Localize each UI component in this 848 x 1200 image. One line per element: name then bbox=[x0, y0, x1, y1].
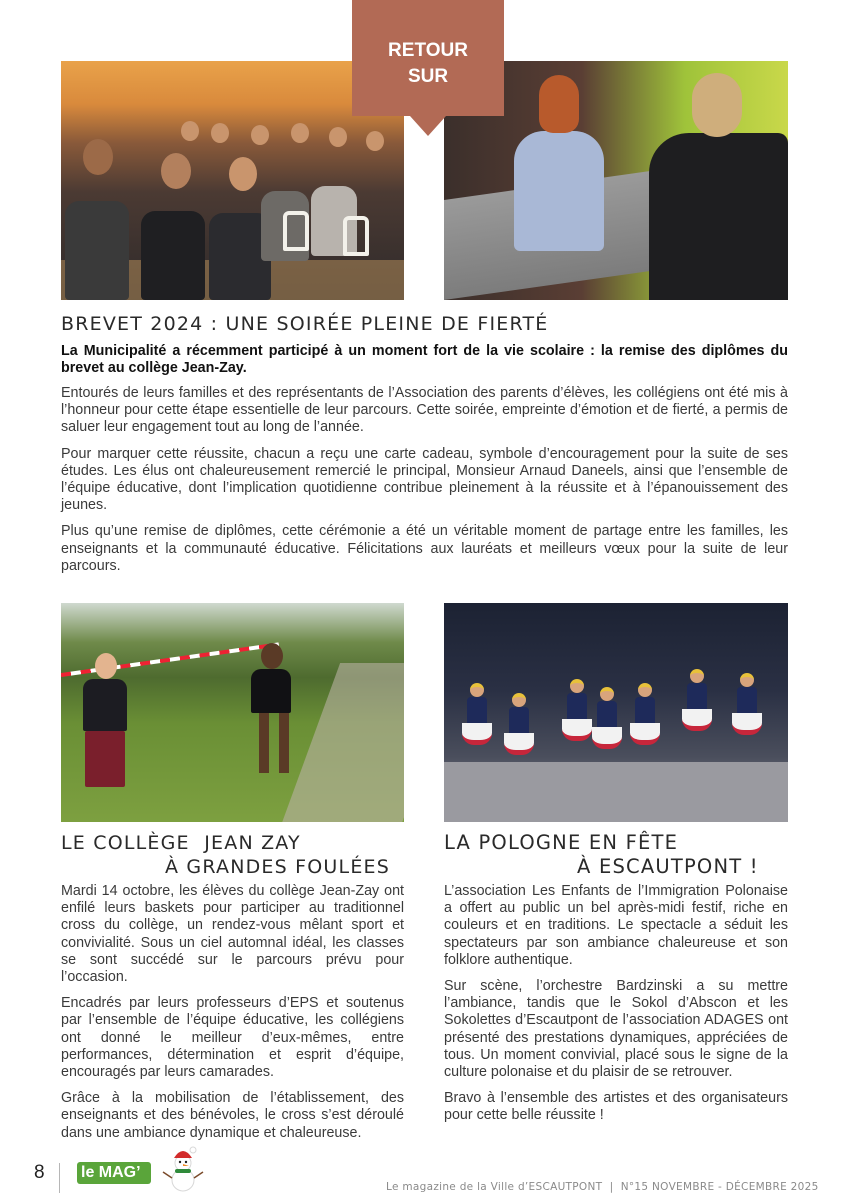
brevet-title: BREVET 2024 : UNE SOIRÉE PLEINE DE FIERTÉ bbox=[61, 313, 549, 335]
brevet-paragraph: Entourés de leurs familles et des représentants de l’Association des parents d’élèves, les collégiens ont été mis à l’honneur pour cette étape essentielle de leur parcours. Cette soirée, empreinte d’émotion et de fierté, a permis de saluer leur engagement tout au long de l’année. bbox=[61, 385, 788, 436]
tab-line-1: RETOUR bbox=[388, 40, 468, 61]
snowman-icon bbox=[160, 1144, 206, 1194]
college-title-line1: LE COLLÈGE JEAN ZAY bbox=[61, 832, 301, 854]
pologne-title bbox=[444, 831, 788, 879]
student-head bbox=[539, 75, 579, 133]
audience-head bbox=[229, 157, 257, 191]
brevet-paragraph: Pour marquer cette réussite, chacun a reçu une carte cadeau, symbole d’encouragement pour la suite de ses études. Les élus ont chaleureusement remercié le principal, Monsieur Arnaud Daneels, ainsi que l’ensemble de l’équipe éducative, dont l’implication quotidienne contribue pleinement à la réussite et à l’épanouissement des jeunes. bbox=[61, 445, 788, 514]
photo-polish-dancers bbox=[444, 603, 788, 822]
college-title-line2: À GRANDES FOULÉES bbox=[165, 856, 390, 878]
college-body bbox=[61, 883, 404, 1151]
audience-head bbox=[161, 153, 191, 189]
college-paragraph: Grâce à la mobilisation de l’établissement, des enseignants et des bénévoles, le cross s’est déroulé dans une ambiance dynamique et chaleureuse. bbox=[61, 1090, 404, 1141]
brevet-lead: La Municipalité a récemment participé à un moment fort de la vie scolaire : la remise des diplômes du brevet au collège Jean-Zay. bbox=[61, 343, 788, 377]
footer-text: Le magazine de la Ville d’ESCAUTPONT | N°15 NOVEMBRE - DÉCEMBRE 2025 bbox=[386, 1181, 819, 1193]
college-title bbox=[61, 831, 404, 879]
college-paragraph: Encadrés par leurs professeurs d’EPS et soutenus par l’ensemble de l’équipe éducative, les collégiens ont donné le meilleur d’eux-mêmes, entre performances, détermination et esprit d’équipe, encouragés par leurs camarades. bbox=[61, 995, 404, 1081]
dancer-figure bbox=[564, 679, 590, 741]
audience-head bbox=[366, 131, 384, 151]
dancer-figure bbox=[734, 673, 760, 735]
footer-divider bbox=[59, 1163, 60, 1193]
photo-cross-country bbox=[61, 603, 404, 822]
section-tab-retour-sur bbox=[352, 0, 504, 116]
photo-path bbox=[282, 663, 404, 822]
mag-logo: le MAG’ bbox=[77, 1162, 151, 1184]
tab-line-2: SUR bbox=[407, 66, 449, 87]
dancer-figure bbox=[632, 683, 658, 745]
audience-person bbox=[141, 211, 205, 300]
tab-arrow bbox=[410, 116, 446, 136]
runner-figure bbox=[83, 653, 133, 803]
pologne-title-line2: À ESCAUTPONT ! bbox=[577, 855, 759, 878]
audience-head bbox=[291, 123, 309, 143]
pologne-title-line1: LA POLOGNE EN FÊTE bbox=[444, 831, 679, 854]
audience-chair bbox=[343, 216, 369, 256]
audience-head bbox=[181, 121, 199, 141]
pologne-paragraph: Sur scène, l’orchestre Bardzinski a su mettre l’ambiance, tandis que le Sokol d’Abscon et les Sokolettes d’Escautpont de l’association ADAGES ont présenté des prestations dynamiques, appréciées de tous. Un moment convivial, placé sous le signe de la culture polonaise et du plaisir de se retrouver. bbox=[444, 978, 788, 1081]
official-figure bbox=[649, 133, 788, 300]
audience-person bbox=[65, 201, 129, 300]
official-head bbox=[692, 73, 742, 137]
brevet-paragraph: Plus qu’une remise de diplômes, cette cérémonie a été un véritable moment de partage entre les familles, les enseignants et la communauté éducative. Félicitations aux lauréats et meilleurs vœux pour la suite de leur parcours. bbox=[61, 523, 788, 574]
college-paragraph: Mardi 14 octobre, les élèves du collège Jean-Zay ont enfilé leurs baskets pour participer au traditionnel cross du collège, un rendez-vous mêlant sport et convivialité. Sous un ciel automnal idéal, les classes se sont succédé sur le parcours prévu pour l’occasion. bbox=[61, 883, 404, 986]
photo-stage bbox=[444, 762, 788, 822]
dancer-figure bbox=[506, 693, 532, 755]
pologne-paragraph: L’association Les Enfants de l’Immigration Polonaise a offert au public un bel après-midi festif, riche en couleurs et en traditions. Le spectacle a séduit les spectateurs par son ambiance chaleureuse et son folklore authentique. bbox=[444, 883, 788, 968]
dancer-figure bbox=[594, 687, 620, 749]
dancer-figure bbox=[464, 683, 490, 745]
audience-head bbox=[211, 123, 229, 143]
student-figure bbox=[514, 131, 604, 251]
audience-chair bbox=[283, 211, 309, 251]
audience-head bbox=[329, 127, 347, 147]
pologne-body bbox=[444, 883, 788, 1134]
brevet-body bbox=[61, 385, 788, 584]
audience-head bbox=[83, 139, 113, 175]
runner-figure bbox=[251, 643, 295, 798]
dancer-figure bbox=[684, 669, 710, 731]
pologne-paragraph: Bravo à l’ensemble des artistes et des organisateurs pour cette belle réussite ! bbox=[444, 1090, 788, 1124]
audience-head bbox=[251, 125, 269, 145]
page-number: 8 bbox=[34, 1162, 45, 1183]
